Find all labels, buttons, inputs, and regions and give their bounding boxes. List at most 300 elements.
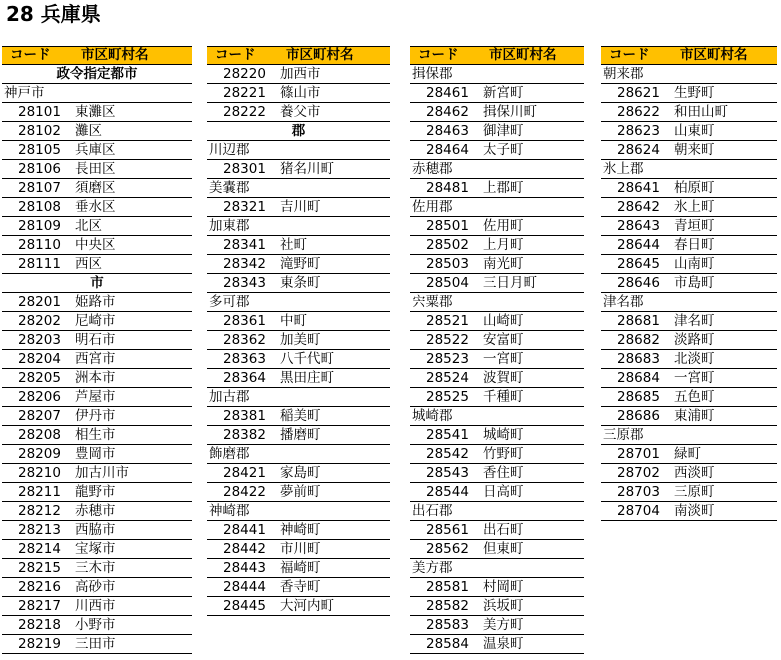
municipality-name: 春日町 (674, 237, 715, 253)
municipality-name: 八千代町 (280, 351, 334, 367)
municipality-code: 28222 (223, 104, 266, 120)
table-row (207, 350, 390, 369)
municipality-code: 28443 (223, 560, 266, 576)
municipality-code: 28624 (617, 142, 660, 158)
municipality-name: 龍野市 (75, 484, 116, 500)
municipality-code: 28462 (426, 104, 469, 120)
table-row (207, 65, 390, 84)
municipality-name: 高砂市 (75, 579, 116, 595)
table-row (410, 122, 584, 141)
municipality-code: 28622 (617, 104, 660, 120)
table-row (2, 445, 192, 464)
table-row (601, 464, 777, 483)
municipality-name: 香住町 (483, 465, 524, 481)
municipality-name: 温泉町 (483, 636, 524, 652)
section-heading-row: 市 (2, 274, 192, 293)
municipality-code: 28463 (426, 123, 469, 139)
municipality-name: 東浦町 (674, 408, 715, 424)
municipality-code: 28101 (18, 104, 61, 120)
municipality-name: 三日月町 (483, 275, 537, 291)
table-row (2, 255, 192, 274)
table-row (601, 255, 777, 274)
municipality-code: 28111 (18, 256, 61, 272)
municipality-name: 猪名川町 (280, 161, 334, 177)
municipality-name: 垂水区 (75, 199, 116, 215)
municipality-code: 28583 (426, 617, 469, 633)
municipality-name: 波賀町 (483, 370, 524, 386)
table-row (207, 464, 390, 483)
group-heading-row: 出石郡 (410, 502, 584, 521)
municipality-name: 和田山町 (674, 104, 728, 120)
table-row (601, 483, 777, 502)
municipality-code: 28681 (617, 313, 660, 329)
municipality-name: 安富町 (483, 332, 524, 348)
group-heading-row: 多可郡 (207, 293, 390, 312)
table-row (410, 445, 584, 464)
municipality-name: 朝来町 (674, 142, 715, 158)
municipality-name: 福崎町 (280, 560, 321, 576)
municipality-name: 御津町 (483, 123, 524, 139)
municipality-name: 加古川市 (75, 465, 129, 481)
municipality-code: 28342 (223, 256, 266, 272)
municipality-name: 中町 (280, 313, 307, 329)
municipality-name: 日高町 (483, 484, 524, 500)
municipality-code: 28208 (18, 427, 61, 443)
municipality-name: 滝野町 (280, 256, 321, 272)
municipality-name: 明石市 (75, 332, 116, 348)
table-row (410, 84, 584, 103)
municipality-name: 太子町 (483, 142, 524, 158)
municipality-name: 三原町 (674, 484, 715, 500)
table-row (410, 578, 584, 597)
municipality-name: 美方町 (483, 617, 524, 633)
municipality-code: 28364 (223, 370, 266, 386)
municipality-code: 28525 (426, 389, 469, 405)
municipality-name: 淡路町 (674, 332, 715, 348)
table-row (601, 141, 777, 160)
municipality-name: 新宮町 (483, 85, 524, 101)
municipality-code: 28561 (426, 522, 469, 538)
municipality-code: 28682 (617, 332, 660, 348)
municipality-name: 佐用町 (483, 218, 524, 234)
municipality-code: 28543 (426, 465, 469, 481)
table-row (207, 540, 390, 559)
municipality-name: 黒田庄町 (280, 370, 334, 386)
group-heading-row: 飾磨郡 (207, 445, 390, 464)
table-row (2, 559, 192, 578)
municipality-code: 28381 (223, 408, 266, 424)
municipality-code: 28212 (18, 503, 61, 519)
table-row (601, 388, 777, 407)
table-row (601, 369, 777, 388)
table-row (2, 578, 192, 597)
municipality-code: 28644 (617, 237, 660, 253)
municipality-code: 28363 (223, 351, 266, 367)
group-heading-row: 加東郡 (207, 217, 390, 236)
municipality-name: 但東町 (483, 541, 524, 557)
municipality-code: 28646 (617, 275, 660, 291)
municipality-code: 28504 (426, 275, 469, 291)
municipality-code: 28442 (223, 541, 266, 557)
municipality-name: 香寺町 (280, 579, 321, 595)
municipality-code: 28206 (18, 389, 61, 405)
table-row (2, 236, 192, 255)
municipality-code: 28584 (426, 636, 469, 652)
municipality-name: 尼崎市 (75, 313, 116, 329)
municipality-code: 28214 (18, 541, 61, 557)
municipality-name: 三木市 (75, 560, 116, 576)
group-heading-row: 朝来郡 (601, 65, 777, 84)
municipality-name: 伊丹市 (75, 408, 116, 424)
municipality-code: 28202 (18, 313, 61, 329)
table-row (207, 274, 390, 293)
municipality-code: 28502 (426, 237, 469, 253)
municipality-code: 28702 (617, 465, 660, 481)
group-heading-row: 氷上郡 (601, 160, 777, 179)
municipality-name: 西宮市 (75, 351, 116, 367)
table-row (2, 122, 192, 141)
municipality-code: 28382 (223, 427, 266, 443)
municipality-code: 28203 (18, 332, 61, 348)
municipality-code: 28102 (18, 123, 61, 139)
municipality-name: 一宮町 (674, 370, 715, 386)
municipality-name: 市川町 (280, 541, 321, 557)
municipality-name: 津名町 (674, 313, 715, 329)
header-name-label: 市区町村名 (81, 47, 149, 63)
municipality-name: 東条町 (280, 275, 321, 291)
municipality-name: 出石町 (483, 522, 524, 538)
municipality-name: 長田区 (75, 161, 116, 177)
header-name-label: 市区町村名 (286, 47, 354, 63)
municipality-code: 28522 (426, 332, 469, 348)
table-row (410, 274, 584, 293)
table-row (207, 198, 390, 217)
municipality-name: 洲本市 (75, 370, 116, 386)
table-row (601, 350, 777, 369)
municipality-name: 灘区 (75, 123, 102, 139)
table-row (410, 312, 584, 331)
table-row (2, 483, 192, 502)
header-code-label: コード (418, 47, 459, 63)
table-row (207, 407, 390, 426)
table-row (601, 502, 777, 521)
municipality-name: 村岡町 (483, 579, 524, 595)
municipality-code: 28213 (18, 522, 61, 538)
section-heading-row: 政令指定都市 (2, 65, 192, 84)
municipality-code: 28686 (617, 408, 660, 424)
group-heading-row: 美嚢郡 (207, 179, 390, 198)
table-row (601, 103, 777, 122)
municipality-code: 28421 (223, 465, 266, 481)
table-row (410, 635, 584, 654)
table-row (601, 407, 777, 426)
table-row (2, 616, 192, 635)
table-row (2, 388, 192, 407)
municipality-name: 社町 (280, 237, 307, 253)
municipality-code: 28641 (617, 180, 660, 196)
table-row (410, 236, 584, 255)
municipality-code: 28704 (617, 503, 660, 519)
municipality-name: 生野町 (674, 85, 715, 101)
section-heading-row: 郡 (207, 122, 390, 141)
group-heading-row: 川辺郡 (207, 141, 390, 160)
table-row (410, 350, 584, 369)
table-row (207, 103, 390, 122)
municipality-code: 28685 (617, 389, 660, 405)
municipality-code: 28524 (426, 370, 469, 386)
municipality-name: 青垣町 (674, 218, 715, 234)
municipality-code: 28216 (18, 579, 61, 595)
municipality-name: 山東町 (674, 123, 715, 139)
municipality-code: 28343 (223, 275, 266, 291)
municipality-code: 28581 (426, 579, 469, 595)
municipality-name: 氷上町 (674, 199, 715, 215)
table-row (601, 445, 777, 464)
table-row (2, 331, 192, 350)
municipality-table-column-1 (2, 46, 192, 654)
municipality-name: 播磨町 (280, 427, 321, 443)
municipality-name: 吉川町 (280, 199, 321, 215)
table-row (2, 407, 192, 426)
municipality-code: 28445 (223, 598, 266, 614)
municipality-name: 五色町 (674, 389, 715, 405)
municipality-code: 28219 (18, 636, 61, 652)
municipality-name: 市島町 (674, 275, 715, 291)
municipality-code: 28211 (18, 484, 61, 500)
municipality-code: 28108 (18, 199, 61, 215)
municipality-name: 一宮町 (483, 351, 524, 367)
table-row (207, 312, 390, 331)
municipality-code: 28105 (18, 142, 61, 158)
table-row (207, 331, 390, 350)
municipality-code: 28204 (18, 351, 61, 367)
municipality-code: 28441 (223, 522, 266, 538)
municipality-code: 28215 (18, 560, 61, 576)
table-row (410, 255, 584, 274)
municipality-name: 兵庫区 (75, 142, 116, 158)
header-code-label: コード (609, 47, 650, 63)
table-row (2, 217, 192, 236)
municipality-code: 28703 (617, 484, 660, 500)
municipality-code: 28107 (18, 180, 61, 196)
municipality-code: 28362 (223, 332, 266, 348)
table-row (601, 312, 777, 331)
municipality-name: 豊岡市 (75, 446, 116, 462)
table-row (601, 236, 777, 255)
table-row (2, 198, 192, 217)
municipality-name: 南淡町 (674, 503, 715, 519)
municipality-name: 芦屋市 (75, 389, 116, 405)
header-name-label: 市区町村名 (680, 47, 748, 63)
table-row (207, 597, 390, 616)
municipality-name: 篠山市 (280, 85, 321, 101)
municipality-table-column-4 (601, 46, 777, 521)
header-code-label: コード (10, 47, 51, 63)
table-row (207, 483, 390, 502)
municipality-name: 北淡町 (674, 351, 715, 367)
municipality-code: 28361 (223, 313, 266, 329)
municipality-code: 28217 (18, 598, 61, 614)
municipality-code: 28684 (617, 370, 660, 386)
municipality-code: 28321 (223, 199, 266, 215)
table-row (601, 84, 777, 103)
group-heading-row: 城崎郡 (410, 407, 584, 426)
table-row (410, 141, 584, 160)
municipality-name: 加西市 (280, 66, 321, 82)
column-header (410, 46, 584, 65)
table-row (601, 179, 777, 198)
municipality-name: 中央区 (75, 237, 116, 253)
group-heading-row: 佐用郡 (410, 198, 584, 217)
municipality-code: 28503 (426, 256, 469, 272)
municipality-name: 山南町 (674, 256, 715, 272)
column-header (601, 46, 777, 65)
table-row (410, 540, 584, 559)
municipality-name: 加美町 (280, 332, 321, 348)
table-row (410, 331, 584, 350)
municipality-code: 28461 (426, 85, 469, 101)
municipality-name: 夢前町 (280, 484, 321, 500)
municipality-code: 28110 (18, 237, 61, 253)
municipality-code: 28541 (426, 427, 469, 443)
municipality-name: 上郡町 (483, 180, 524, 196)
group-heading-row: 美方郡 (410, 559, 584, 578)
municipality-code: 28301 (223, 161, 266, 177)
municipality-code: 28341 (223, 237, 266, 253)
table-row (2, 293, 192, 312)
municipality-code: 28210 (18, 465, 61, 481)
municipality-table-column-2 (207, 46, 390, 616)
table-row (207, 84, 390, 103)
table-row (207, 426, 390, 445)
group-heading-row: 三原郡 (601, 426, 777, 445)
table-row (2, 103, 192, 122)
table-row (410, 369, 584, 388)
municipality-code: 28701 (617, 446, 660, 462)
table-row (207, 578, 390, 597)
municipality-code: 28220 (223, 66, 266, 82)
municipality-code: 28643 (617, 218, 660, 234)
table-row (2, 312, 192, 331)
municipality-code: 28221 (223, 85, 266, 101)
municipality-name: 緑町 (674, 446, 701, 462)
municipality-code: 28582 (426, 598, 469, 614)
table-row (410, 388, 584, 407)
table-row (601, 274, 777, 293)
municipality-name: 西区 (75, 256, 102, 272)
table-row (410, 179, 584, 198)
municipality-name: 家島町 (280, 465, 321, 481)
municipality-name: 東灘区 (75, 104, 116, 120)
municipality-code: 28544 (426, 484, 469, 500)
municipality-code: 28521 (426, 313, 469, 329)
municipality-name: 柏原町 (674, 180, 715, 196)
table-row (2, 350, 192, 369)
municipality-code: 28209 (18, 446, 61, 462)
municipality-name: 上月町 (483, 237, 524, 253)
column-header (207, 46, 390, 65)
municipality-name: 小野市 (75, 617, 116, 633)
municipality-code: 28444 (223, 579, 266, 595)
municipality-code: 28205 (18, 370, 61, 386)
municipality-name: 西脇市 (75, 522, 116, 538)
municipality-code: 28642 (617, 199, 660, 215)
municipality-name: 千種町 (483, 389, 524, 405)
municipality-name: 北区 (75, 218, 102, 234)
table-row (410, 103, 584, 122)
municipality-name: 姫路市 (75, 294, 116, 310)
group-heading-row: 神崎郡 (207, 502, 390, 521)
table-row (2, 160, 192, 179)
municipality-name: 川西市 (75, 598, 116, 614)
municipality-code: 28542 (426, 446, 469, 462)
municipality-code: 28481 (426, 180, 469, 196)
municipality-name: 山崎町 (483, 313, 524, 329)
municipality-name: 城崎町 (483, 427, 524, 443)
table-row (601, 122, 777, 141)
municipality-name: 相生市 (75, 427, 116, 443)
municipality-code: 28106 (18, 161, 61, 177)
municipality-name: 南光町 (483, 256, 524, 272)
municipality-name: 揖保川町 (483, 104, 537, 120)
table-row (207, 255, 390, 274)
table-row (207, 369, 390, 388)
municipality-code: 28645 (617, 256, 660, 272)
table-row (2, 540, 192, 559)
table-row (2, 426, 192, 445)
municipality-name: 養父市 (280, 104, 321, 120)
table-row (410, 464, 584, 483)
group-heading-row: 津名郡 (601, 293, 777, 312)
municipality-code: 28207 (18, 408, 61, 424)
municipality-name: 須磨区 (75, 180, 116, 196)
table-row (207, 236, 390, 255)
table-row (2, 141, 192, 160)
municipality-name: 大河内町 (280, 598, 334, 614)
table-row (410, 217, 584, 236)
table-row (2, 369, 192, 388)
group-heading-row: 赤穂郡 (410, 160, 584, 179)
municipality-name: 赤穂市 (75, 503, 116, 519)
column-header (2, 46, 192, 65)
municipality-name: 西淡町 (674, 465, 715, 481)
table-row (410, 483, 584, 502)
municipality-name: 三田市 (75, 636, 116, 652)
table-row (2, 502, 192, 521)
table-row (601, 198, 777, 217)
table-row (207, 160, 390, 179)
table-row (410, 426, 584, 445)
table-row (2, 635, 192, 654)
table-row (2, 521, 192, 540)
municipality-table-column-3 (410, 46, 584, 654)
table-row (207, 559, 390, 578)
table-row (410, 616, 584, 635)
municipality-code: 28218 (18, 617, 61, 633)
table-row (410, 521, 584, 540)
table-row (207, 521, 390, 540)
table-row (410, 597, 584, 616)
table-row (601, 331, 777, 350)
table-row (601, 217, 777, 236)
municipality-name: 稲美町 (280, 408, 321, 424)
municipality-code: 28501 (426, 218, 469, 234)
group-heading-row: 加古郡 (207, 388, 390, 407)
municipality-name: 浜坂町 (483, 598, 524, 614)
group-heading-row: 神戸市 (2, 84, 192, 103)
table-row (2, 464, 192, 483)
municipality-name: 神崎町 (280, 522, 321, 538)
